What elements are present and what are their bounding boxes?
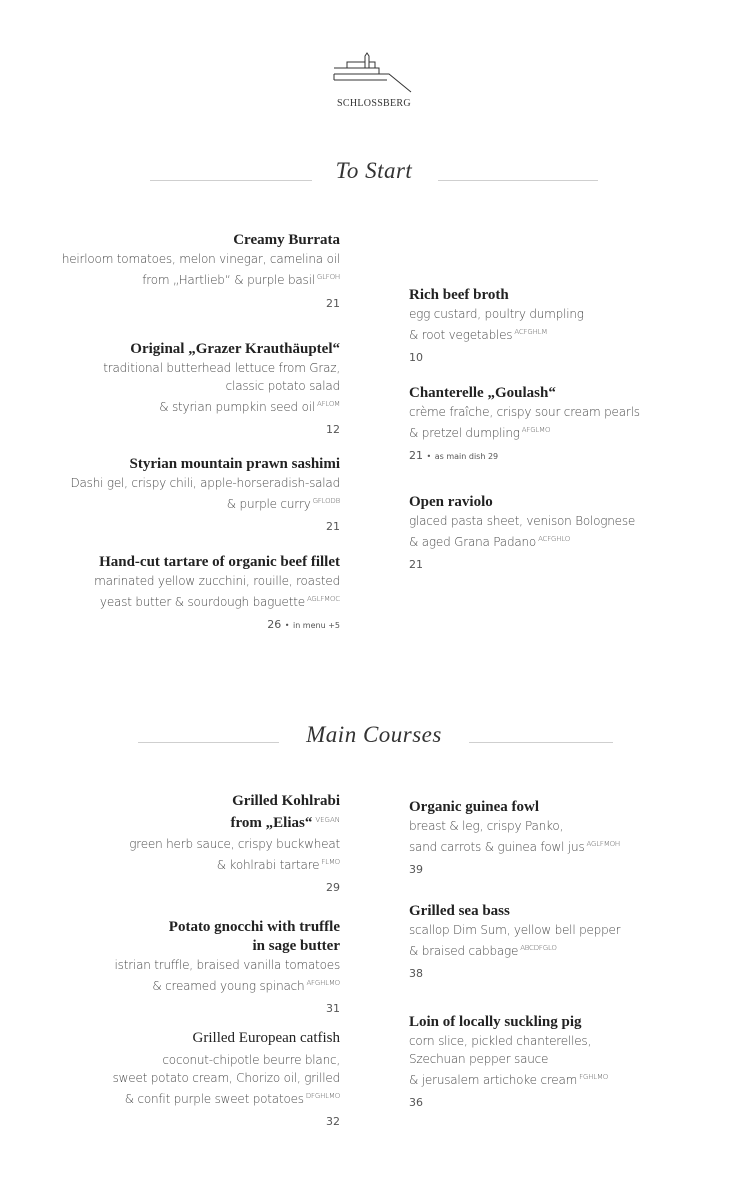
menu-item [409, 286, 699, 364]
dish-description: coconut-chipotle beurre blanc, sweet potato cream, Chorizo oil, grilled & confit purple sweet potatoes $^{DFGHLMO}$ [112, 1053, 340, 1106]
dish-description: glaced pasta sheet, venison Bolognese & aged Grana Padano $^{ACFGHLO}$ [409, 514, 636, 549]
allergen-codes: ABCDFGLO [520, 944, 557, 952]
price-note: as main dish 29 [434, 452, 499, 461]
dish-description: heirloom tomatoes, melon vinegar, camelina oil from „Hartlieb“ & purple basil $^{GLFOH}$ [61, 252, 340, 287]
dish-name: Grilled sea bass [409, 903, 510, 919]
dish-price: 31 [326, 1002, 340, 1015]
dish-price: 21 [326, 520, 340, 533]
dish-name: Chanterelle „Goulash“ [409, 385, 556, 401]
menu-item [50, 455, 340, 533]
dish-description: Dashi gel, crispy chili, apple-horseradish-salad & purple curry $^{GFLODB}$ [70, 476, 340, 511]
allergen-codes: AFLOM [316, 400, 340, 408]
dish-name: Hand-cut tartare of organic beef fillet [99, 554, 340, 570]
dish-description: egg custard, poultry dumpling & root vegetables $^{ACFGHLM}$ [409, 307, 584, 342]
section-title-start: To Start [335, 158, 413, 183]
castle-icon [329, 48, 419, 94]
menu-item [50, 1029, 340, 1128]
allergen-codes: GFLODB [312, 497, 340, 505]
dish-description: crème fraîche, crispy sour cream pearls & pretzel dumpling $^{AFGLMO}$ [409, 405, 640, 440]
price-note: in menu +5 [292, 621, 340, 630]
vegan-tag: VEGAN [315, 816, 340, 824]
dish-name: Grilled Kohlrabi from „Elias“ $^{VEGAN}$ [230, 793, 340, 831]
dish-price: 32 [326, 1115, 340, 1128]
dish-name: Open raviolo [409, 494, 493, 510]
dish-price: 10 [409, 351, 423, 364]
dish-name: Creamy Burrata [233, 232, 340, 248]
allergen-codes: AFGHLMO [306, 979, 340, 987]
allergen-codes: FGHLMO [579, 1073, 609, 1081]
dish-price: 26 • in menu +5 [267, 618, 340, 631]
dish-price: 21 [326, 297, 340, 310]
dish-description: istrian truffle, braised vanilla tomatoes & creamed young spinach $^{AFGHLMO}$ [114, 958, 340, 993]
section-title-main: Main Courses [306, 722, 442, 747]
dish-description: traditional butterhead lettuce from Graz, classic potato salad & styrian pumpkin seed oil $^{AFLOM}$ [103, 361, 340, 414]
dish-price: 21 [409, 558, 423, 571]
allergen-codes: FLMO [321, 858, 340, 866]
dish-description: scallop Dim Sum, yellow bell pepper & braised cabbage $^{ABCDFGLO}$ [409, 923, 621, 958]
allergen-codes: ACFGHLO [538, 535, 571, 543]
allergen-codes: DFGHLMO [305, 1092, 340, 1100]
dish-price: 21 • as main dish 29 [409, 449, 499, 462]
dish-description: corn slice, pickled chanterelles, Szechuan pepper sauce & jerusalem artichoke cream $^{FGHLMO}$ [409, 1034, 609, 1087]
allergen-codes: ACFGHLM [514, 328, 548, 336]
dish-name: Organic guinea fowl [409, 799, 539, 815]
divider-line [438, 180, 598, 181]
dish-price: 39 [409, 863, 423, 876]
dish-description: marinated yellow zucchini, rouille, roasted yeast butter & sourdough baguette $^{AGLFMOC}$ [94, 574, 340, 609]
menu-item [50, 340, 340, 436]
dish-price: 12 [326, 423, 340, 436]
divider-line [469, 742, 613, 743]
dish-name: Grilled European catfish [192, 1030, 340, 1046]
dish-price: 29 [326, 881, 340, 894]
menu-item [409, 493, 699, 571]
dish-name: Original „Grazer Krauthäuptel“ [130, 341, 340, 357]
dish-name: Rich beef broth [409, 287, 509, 303]
allergen-codes: GLFOH [316, 273, 340, 281]
allergen-codes: AGLFMOC [306, 595, 340, 603]
dish-description: breast & leg, crispy Panko, sand carrots & guinea fowl jus $^{AGLFMOH}$ [409, 819, 620, 854]
dish-name: Styrian mountain prawn sashimi [129, 456, 340, 472]
menu-item [409, 798, 699, 876]
allergen-codes: AGLFMOH [586, 840, 620, 848]
dish-description: green herb sauce, crispy buckwheat & kohlrabi tartare $^{FLMO}$ [129, 837, 340, 872]
menu-item [50, 553, 340, 631]
dish-name: Potato gnocchi with truffle in sage butter [168, 919, 340, 954]
dish-price: 36 [409, 1096, 423, 1109]
menu-item [50, 918, 340, 1015]
menu-item [409, 384, 699, 462]
logo [0, 48, 748, 109]
dish-price: 38 [409, 967, 423, 980]
menu-item [50, 231, 340, 310]
menu-item [50, 792, 340, 894]
menu-item [409, 1013, 699, 1109]
allergen-codes: AFGLMO [521, 426, 551, 434]
dish-name: Loin of locally suckling pig [409, 1014, 582, 1030]
logo-text: SCHLOSSBERG [337, 98, 411, 109]
menu-item [409, 902, 699, 980]
